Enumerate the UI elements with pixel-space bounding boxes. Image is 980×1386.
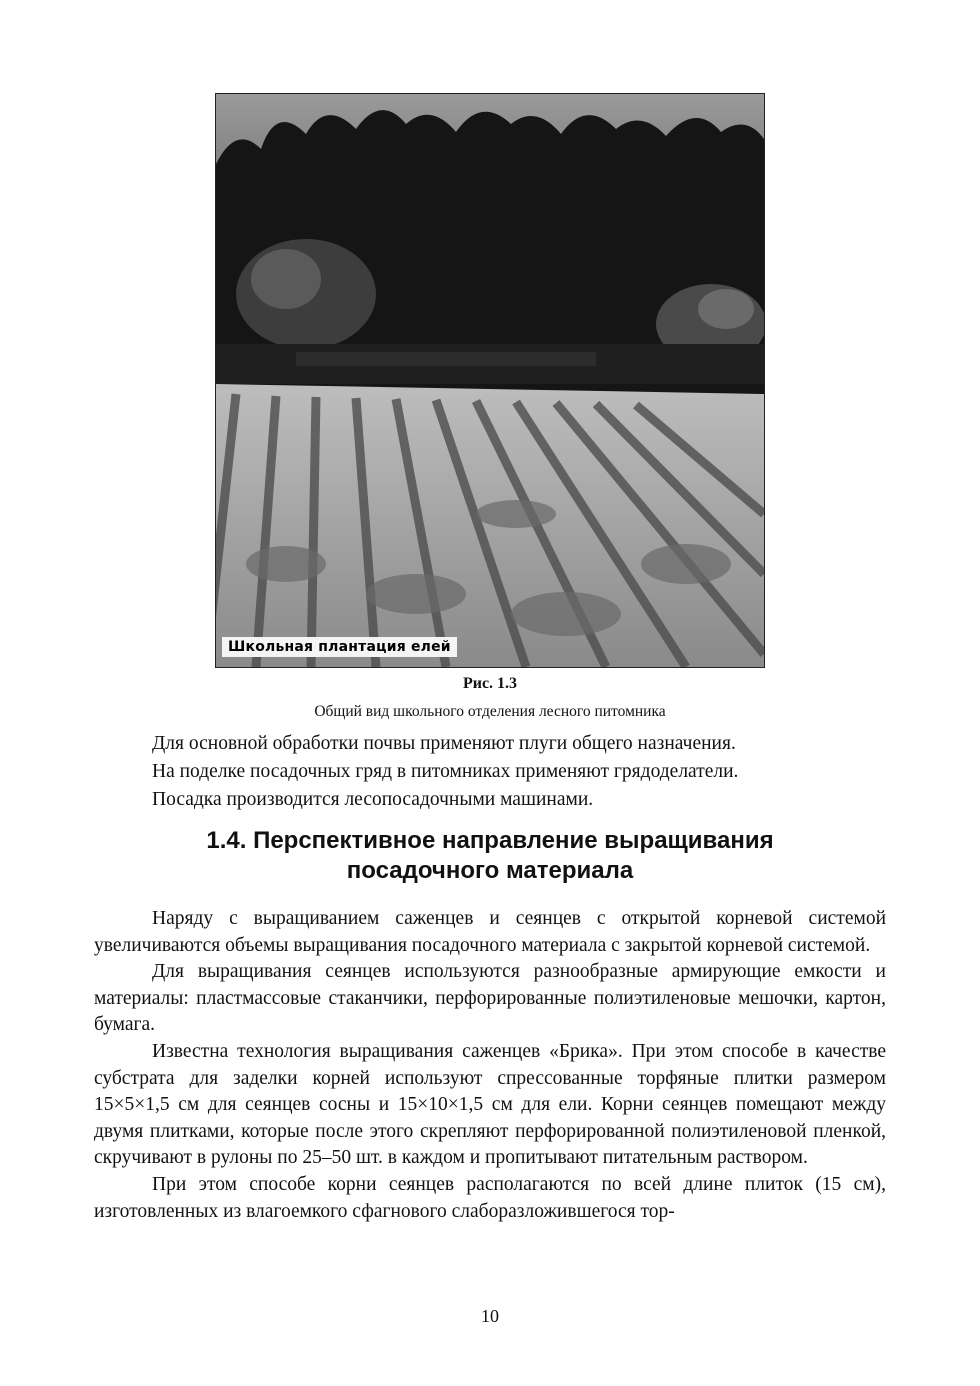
intro-line: На поделке посадочных гряд в питомниках применяют грядоделатели. bbox=[152, 761, 739, 782]
page-number: 10 bbox=[481, 1306, 499, 1326]
nursery-photo-image bbox=[216, 94, 764, 667]
paragraph: Известна технология выращивания саженцев «Брика». При этом способе в качестве субстрата для заделки корней используют спрессованные торфяные плитки размером 15×5×1,5 см для сеянцев сосны и 15×10×1,5 см для ели. Корни сеянцев помещают между двумя плитками, которые после этого скрепляют перфорированной полиэтиленовой пленкой, скручивают в рулоны по 25–50 шт. в каждом и пропитывают питательным раствором. bbox=[94, 1040, 886, 1169]
paragraph: При этом способе корни сеянцев располагаются по всей длине плиток (15 см), изготовленных из влагоемкого сфагнового слаборазложившегося тор- bbox=[94, 1173, 886, 1222]
body-text bbox=[94, 906, 886, 1225]
section-heading-line: посадочного материала bbox=[346, 857, 634, 884]
figure-photo bbox=[215, 93, 765, 668]
paragraph: Наряду с выращиванием саженцев и сеянцев с открытой корневой системой увеличиваются объемы выращивания посадочного материала с закрытой корневой системой. bbox=[94, 908, 886, 956]
figure-caption: Общий вид школьного отделения лесного питомника bbox=[314, 703, 666, 720]
section-heading-line: 1.4. Перспективное направление выращивания bbox=[206, 827, 774, 854]
figure-number: Рис. 1.3 bbox=[462, 675, 518, 692]
photo-inset-label: Школьная плантация елей bbox=[222, 637, 457, 657]
section-heading bbox=[0, 826, 980, 886]
intro-line: Для основной обработки почвы применяют плуги общего назначения. bbox=[152, 733, 736, 754]
paragraph: Для выращивания сеянцев используются разнообразные армирующие емкости и материалы: пластмассовые стаканчики, перфорированные полиэтиленовые мешочки, картон, бумага. bbox=[94, 961, 886, 1036]
intro-line: Посадка производится лесопосадочными машинами. bbox=[152, 789, 594, 810]
intro-lines bbox=[152, 730, 738, 814]
